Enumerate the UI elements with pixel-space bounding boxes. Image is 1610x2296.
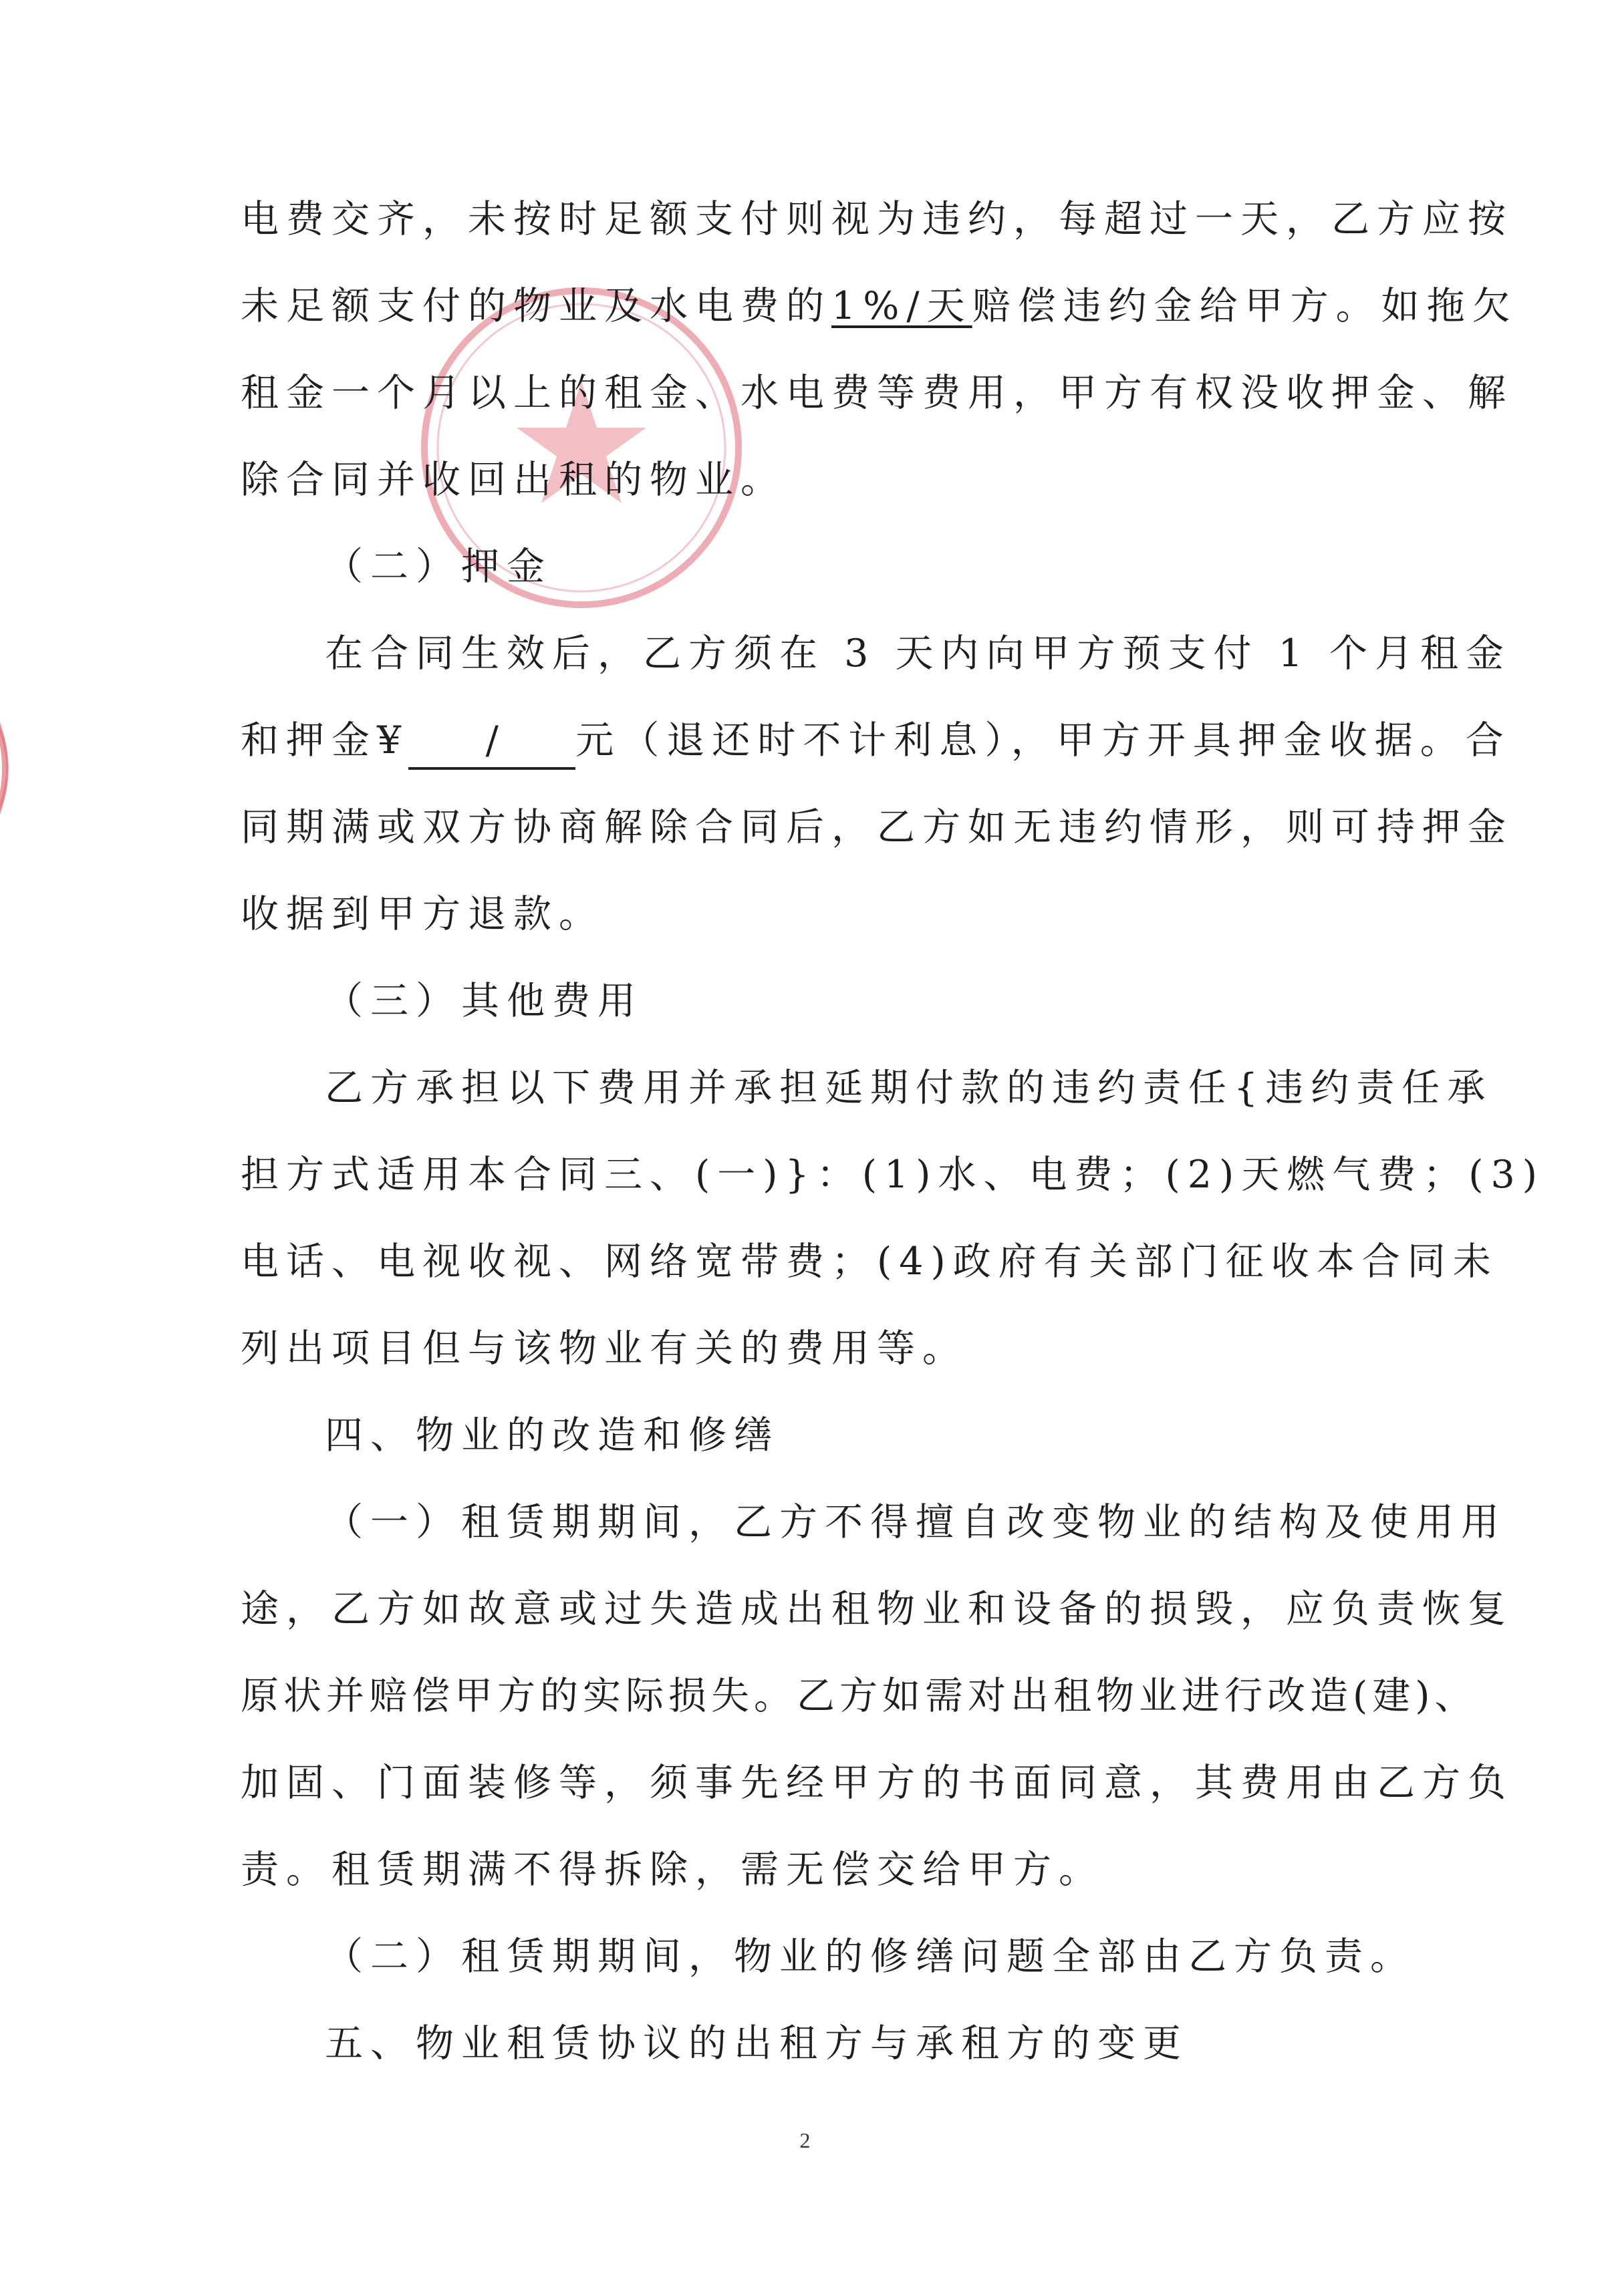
text-line — [241, 714, 1511, 770]
text-line: 责。租赁期满不得拆除，需无偿交给甲方。 — [241, 1848, 1104, 1892]
penalty-rate: 1%/天 — [831, 284, 972, 328]
text-line: 电话、电视收视、网络宽带费；(4)政府有关部门征收本合同未 — [241, 1240, 1498, 1284]
text-line: 乙方承担以下费用并承担延期付款的违约责任{违约责任承 — [325, 1066, 1493, 1110]
text-line: 加固、门面装修等，须事先经甲方的书面同意，其费用由乙方负 — [241, 1761, 1513, 1805]
text-line: 原状并赔偿甲方的实际损失。乙方如需对出租物业进行改造(建)、 — [241, 1674, 1478, 1718]
text-segment: 元（退还时不计利息），甲方开具押金收据。合 — [575, 718, 1511, 762]
text-line: 租金一个月以上的租金、水电费等费用，甲方有权没收押金、解 — [241, 371, 1513, 415]
text-line: 列出项目但与该物业有关的费用等。 — [241, 1326, 968, 1371]
text-segment: 未足额支付的物业及水电费的 — [241, 284, 831, 328]
text-line: 收据到甲方退款。 — [241, 892, 604, 936]
partial-seal — [0, 635, 60, 902]
text-line — [241, 279, 1518, 333]
section-heading: （三）其他费用 — [325, 979, 643, 1023]
section-heading: （二）押金 — [325, 545, 552, 589]
text-line: 在合同生效后，乙方须在 3 天内向甲方预支付 1 个月租金 — [325, 631, 1512, 676]
deposit-amount-blank: / — [408, 714, 575, 770]
text-line: 途，乙方如故意或过失造成出租物业和设备的损毁，应负责恢复 — [241, 1587, 1513, 1631]
text-line: 电费交齐，未按时足额支付则视为违约，每超过一天，乙方应按 — [241, 197, 1513, 241]
text-line: 担方式适用本合同三、(一)}：(1)水、电费；(2)天燃气费；(3) — [241, 1153, 1545, 1197]
text-line: 同期满或双方协商解除合同后，乙方如无违约情形，则可持押金 — [241, 805, 1513, 849]
text-segment: 赔偿违约金给甲方。如拖欠 — [972, 284, 1518, 328]
text-line: （一）租赁期期间，乙方不得擅自改变物业的结构及使用用 — [325, 1500, 1506, 1544]
text-line: （二）租赁期期间，物业的修缮问题全部由乙方负责。 — [325, 1934, 1416, 1979]
section-heading: 五、物业租赁协议的出租方与承租方的变更 — [325, 2021, 1188, 2065]
section-heading: 四、物业的改造和修缮 — [325, 1413, 779, 1457]
text-segment: 和押金¥ — [241, 718, 409, 762]
text-line: 除合同并收回出租的物业。 — [241, 458, 786, 502]
page-number: 2 — [799, 2128, 811, 2152]
